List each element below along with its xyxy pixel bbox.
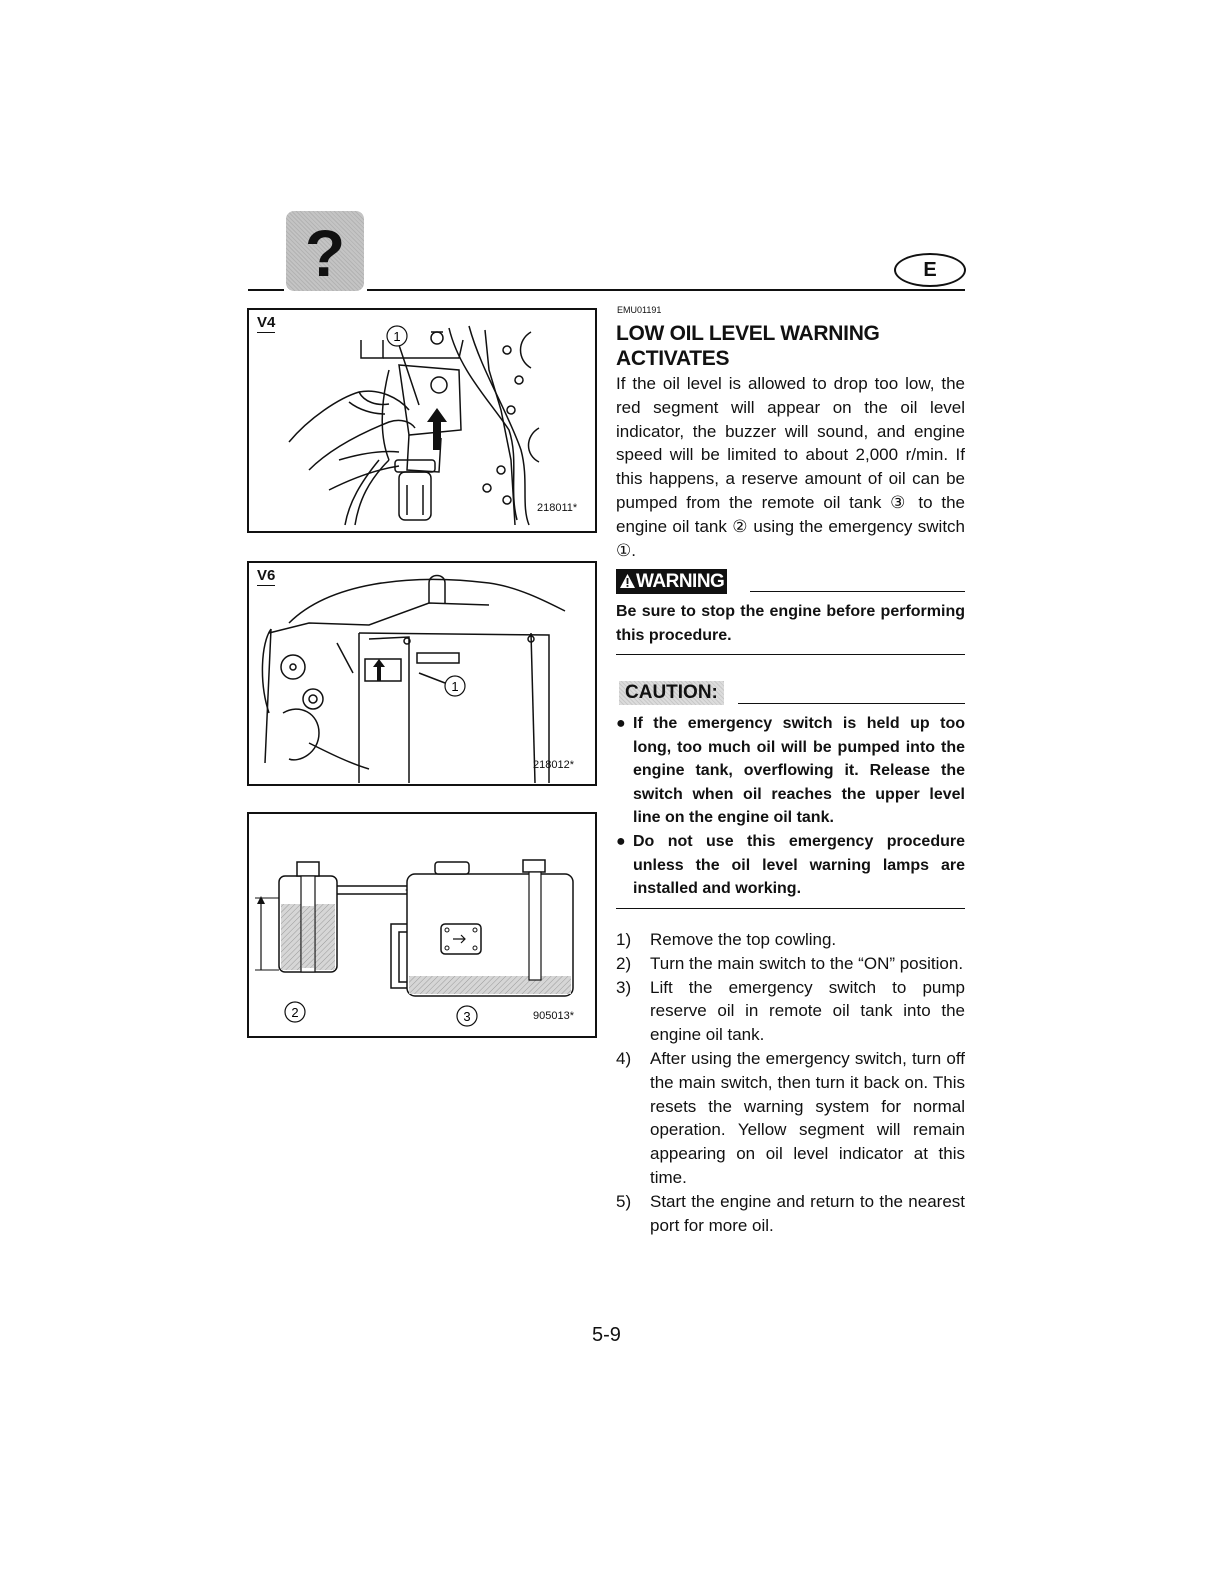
title-line-1: LOW OIL LEVEL WARNING bbox=[616, 322, 880, 345]
question-mark-icon bbox=[286, 211, 364, 291]
callout-3: 3 bbox=[463, 1009, 471, 1024]
figure-oil-tanks bbox=[247, 812, 597, 1038]
list-item: 5) Start the engine and return to the nearest port for more oil. bbox=[616, 1191, 965, 1235]
figure-code: 218011* bbox=[537, 502, 578, 514]
warning-text: Be sure to stop the engine before performing this procedure. bbox=[616, 603, 965, 644]
figure-label: V6 bbox=[257, 567, 276, 584]
intro-paragraph: If the oil level is allowed to drop too low, the red segment will appear on the oil level indicator, the buzzer will sound, and engine speed will be limited to about 2,000 r/min. If this happens, a reserve amount of oil can be pumped from the remote oil tank ③ to the engine oil tank ② using the emergency switch ①. bbox=[616, 374, 965, 560]
warning-label bbox=[616, 569, 727, 594]
procedure-steps bbox=[616, 928, 965, 1237]
list-item: 2) Turn the main switch to the “ON” position. bbox=[616, 953, 964, 973]
list-item: 4) After using the emergency switch, turn off the main switch, then turn it back on. This resets the warning system for normal operation. Yellow segment will remain appearing on oil level indicator at this time. bbox=[616, 1048, 965, 1187]
caution-bullet: ● If the emergency switch is held up too long, too much oil will be pumped into the engine tank, overflowing it. Release the switch when oil reaches the upper level line on the engine oil tank. bbox=[616, 715, 965, 827]
figure-v6 bbox=[247, 561, 597, 786]
figure-label: V4 bbox=[257, 314, 276, 331]
emergency-switch-v6-illustration bbox=[249, 563, 595, 784]
badge-symbol: ? bbox=[304, 216, 346, 290]
list-item: 1) Remove the top cowling. bbox=[616, 930, 837, 949]
callout-1: 1 bbox=[393, 329, 401, 344]
section-title bbox=[616, 321, 966, 371]
warning-text-label: WARNING bbox=[636, 571, 725, 592]
warning-triangle-icon bbox=[619, 570, 636, 594]
section-code: EMU01191 bbox=[617, 305, 662, 315]
warning-bottom-rule bbox=[616, 654, 965, 655]
page-number: 5-9 bbox=[592, 1324, 621, 1346]
header-rule-left bbox=[248, 289, 284, 291]
header-rule-right bbox=[367, 289, 965, 291]
title-line-2: ACTIVATES bbox=[616, 347, 730, 370]
language-badge: E bbox=[894, 253, 966, 287]
caution-bullets bbox=[616, 712, 965, 901]
oil-tank-diagram bbox=[249, 814, 595, 1036]
figure-code: 218012* bbox=[533, 759, 574, 771]
figure-v4 bbox=[247, 308, 597, 533]
caution-bullet: ● Do not use this emergency procedure unless the oil level warning lamps are installed and working. bbox=[616, 832, 965, 898]
list-item: 3) Lift the emergency switch to pump reserve oil in remote oil tank into the engine oil tank. bbox=[616, 977, 965, 1045]
callout-2: 2 bbox=[291, 1005, 299, 1020]
warning-rule bbox=[750, 591, 965, 592]
caution-bottom-rule bbox=[616, 908, 965, 909]
caution-label: CAUTION: bbox=[619, 681, 724, 705]
callout-1: 1 bbox=[451, 679, 459, 694]
caution-rule bbox=[738, 703, 965, 704]
emergency-switch-v4-illustration bbox=[249, 310, 595, 531]
figure-code: 905013* bbox=[533, 1010, 574, 1022]
